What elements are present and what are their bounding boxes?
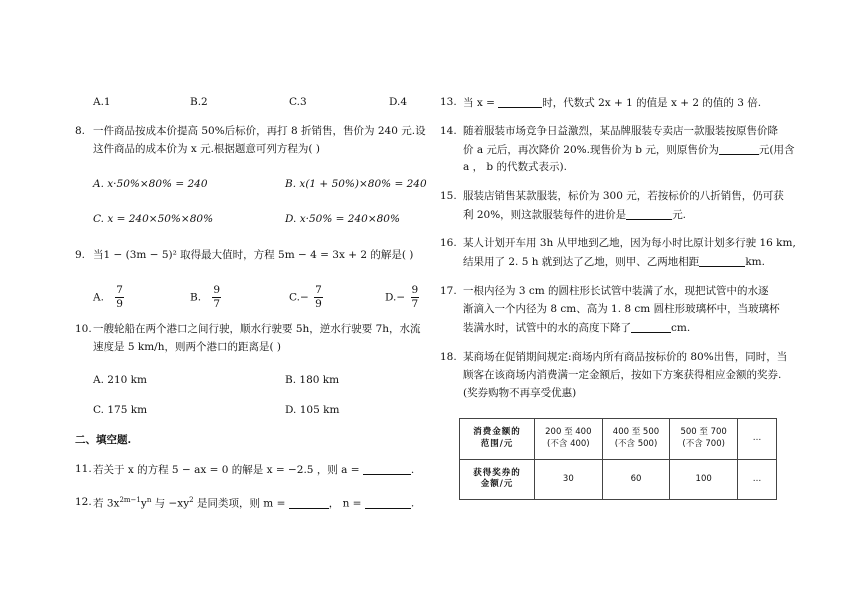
minus-sign: − [396,291,406,304]
question-number: 12. [75,496,92,508]
option-a: A. 210 km [93,374,147,386]
question-text: 是同类项，则 m = [193,497,289,510]
option-b: B. 180 km [285,374,340,386]
question-text-line [463,208,686,222]
option-b [190,284,221,311]
fraction [115,284,124,311]
answer-blank[interactable] [719,143,759,155]
question-text-line: 一艘轮船在两个港口之间行驶，顺水行驶要 5h，逆水行驶要 7h，水流 [93,323,421,335]
question-text-line: 渐滴入一个内径为 8 cm、高为 1. 8 cm 圆柱形玻璃杯中，当玻璃杯 [463,303,780,315]
question-number: 8. [75,125,86,137]
option-d: D. 105 km [285,404,340,416]
question-text: 若关于 x 的方程 5 − ax = 0 的解是 x = −2.5 ，则 a = [93,464,363,476]
answer-blank-n[interactable] [365,497,411,509]
question-text-line [463,255,765,269]
question-text-line: 这件商品的成本价为 x 元.根据题意可列方程为( ) [93,143,320,155]
exponent: 2 [189,496,194,504]
exponent: 2m−1 [119,496,141,504]
question-text: 元. [672,209,687,221]
question-number: 13. [440,96,457,108]
fraction [411,284,420,311]
denominator: 7 [411,298,419,311]
header-line: 获得奖券的 [473,467,521,478]
question-text: 结果用了 2. 5 h 就到达了乙地，则甲、乙两地相距 [463,256,700,268]
question-text: ， n = [328,497,365,510]
table-cell [738,419,777,460]
question-text-line [93,496,414,511]
header-line: 消费金额的 [473,427,521,438]
table-cell: 30 [535,459,603,500]
question-text: y [140,497,147,510]
header-line: 金额/元 [480,479,514,490]
section-heading: 二、填空题. [75,434,132,446]
q7-option-a: A.1 [93,96,111,108]
numerator: 9 [212,284,221,298]
question-text-line: (奖券购物不再享受优惠) [463,387,577,399]
question-text: 利 20%，则这款服装每件的进价是 [463,209,627,221]
cell-line: 400 至 500 [612,427,660,438]
question-text: cm. [671,322,691,334]
question-text-line: 一件商品按成本价提高 50%后标价，再打 8 折销售，售价为 240 元.设 [93,125,426,137]
option-letter: C. [289,291,300,304]
numerator: 7 [314,284,323,298]
question-text: 当 x = [463,97,499,109]
answer-blank[interactable] [498,96,542,108]
cell-line: 200 至 400 [545,427,592,438]
cell-line: (不含 400) [547,438,590,449]
table-cell: 60 [602,459,670,500]
answer-blank[interactable] [363,463,411,475]
question-text-line: 当1 − (3m − 5)² 取得最大值时，方程 5m − 4 = 3x + 2 的解是( ) [93,249,414,261]
question-text-line: 一根内径为 3 cm 的圆柱形长试管中装满了水，现把试管中的水逐 [463,285,769,297]
table-header-cell [460,459,535,500]
question-number: 15. [440,190,457,202]
table-cell: … [738,459,777,500]
q7-option-b: B.2 [190,96,208,108]
numerator: 9 [411,284,420,298]
table-row [460,459,777,500]
question-text-line: 速度是 5 km/h，则两个港口的距离是( ) [93,341,282,353]
question-text-line: 随着服装市场竞争日益激烈，某品牌服装专卖店一款服装按原售价降 [463,125,778,137]
answer-blank-m[interactable] [289,497,329,509]
q7-option-d: D.4 [389,96,408,108]
question-text: . [410,497,415,510]
table-cell: 100 [670,459,738,500]
option-d [385,284,419,311]
question-text-line [463,96,761,110]
question-text-line: 服装店销售某款服装，标价为 300 元，若按标价的八折销售，仍可获 [463,190,784,202]
question-number: 17. [440,285,457,297]
option-c: C. x = 240×50%×80% [93,213,214,225]
table-cell [602,419,670,460]
table-cell [670,419,738,460]
voucher-table [459,418,777,500]
question-text-line [463,321,690,335]
denominator: 9 [116,298,123,311]
option-c [289,284,323,311]
option-letter: A. [93,291,104,304]
question-number: 11. [75,463,92,475]
question-text-line: a ， b 的代数式表示). [463,161,567,173]
numerator: 7 [115,284,124,298]
option-c: C. 175 km [93,404,148,416]
cell-line: (不含 700) [682,438,725,449]
question-text: 装满水时，试管中的水的高度下降了 [463,322,631,334]
denominator: 7 [213,298,221,311]
question-text: km. [745,256,765,268]
cell-line: 500 至 700 [680,427,727,438]
option-a [93,284,124,311]
q7-option-c: C.3 [289,96,307,108]
question-number: 9. [75,249,86,261]
question-text: 元(用含 [758,144,795,156]
question-text-line: 顾客在该商场内消费满一定金额后，按如下方案获得相应金额的奖券. [463,369,782,381]
exponent: n [146,496,152,504]
option-d: D. x·50% = 240×80% [285,213,400,225]
table-header-cell [460,419,535,460]
table-row [460,419,777,460]
question-text-line [463,143,794,157]
cell-line: (不含 500) [614,438,658,449]
question-text: 时，代数式 2x + 1 的值是 x + 2 的值的 3 倍. [542,97,762,109]
answer-blank[interactable] [626,208,672,220]
question-number: 10. [75,323,92,335]
question-text: 价 a 元后，再次降价 20%.现售价为 b 元，则原售价为 [463,144,719,156]
question-number: 14. [440,125,457,137]
table-cell [535,419,603,460]
cell-line: … [752,433,762,444]
question-text: . [410,464,415,476]
minus-sign: − [300,291,309,304]
question-number: 18. [440,351,457,363]
fraction [314,284,323,311]
question-text: 若 3x [93,497,120,510]
question-text-line: 某人计划开车用 3h 从甲地到乙地，因为每小时比原计划多行驶 16 km, [463,237,796,249]
question-text: 与 −xy [151,497,190,510]
header-line: 范围/元 [480,438,514,449]
question-text-line: 某商场在促销期间规定:商场内所有商品按标价的 80%出售，同时，当 [463,351,788,363]
answer-blank[interactable] [631,321,671,333]
option-letter: D. [385,291,397,304]
option-a: A. x·50%×80% = 240 [93,178,208,190]
answer-blank[interactable] [699,255,745,267]
fraction [212,284,221,311]
option-b: B. x(1 + 50%)×80% = 240 [285,178,427,190]
question-text-line [93,463,414,477]
question-number: 16. [440,237,457,249]
option-letter: B. [190,291,202,304]
denominator: 9 [315,298,322,311]
